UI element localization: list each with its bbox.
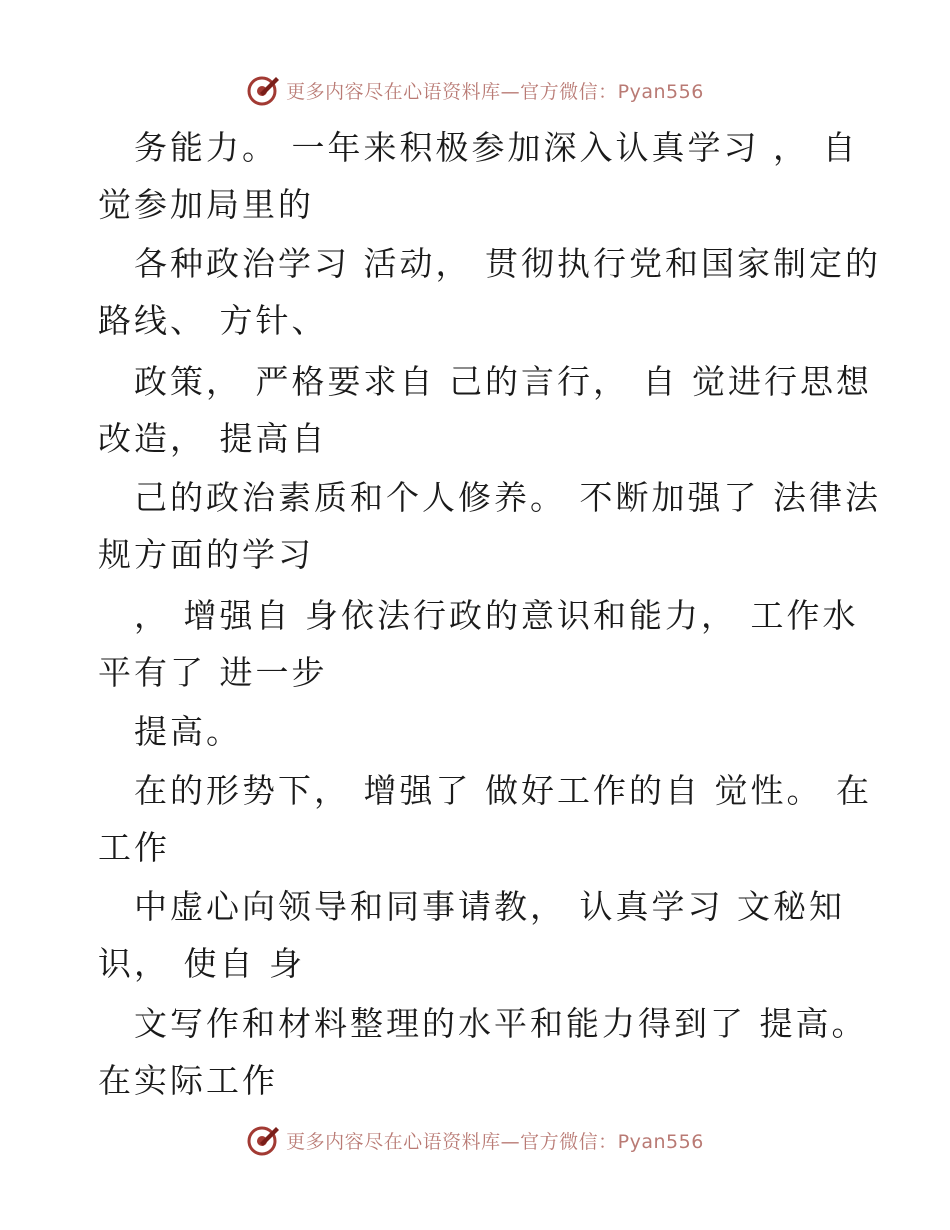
watermark-text: 更多内容尽在心语资料库—官方微信：Pyan556	[286, 1130, 704, 1153]
text-line: 己的政治素质和个人修养。 不断加强了 法律法	[134, 478, 881, 517]
watermark-text: 更多内容尽在心语资料库—官方微信：Pyan556	[286, 80, 704, 103]
header-watermark	[0, 70, 950, 110]
text-line: 觉参加局里的	[98, 185, 314, 224]
text-line: 各种政治学习 活动， 贯彻执行党和国家制定的	[134, 244, 881, 283]
text-line: 工作	[98, 828, 170, 867]
text-line: 规方面的学习	[98, 535, 314, 574]
text-line: 在的形势下， 增强了 做好工作的自 觉性。 在	[134, 771, 872, 810]
text-line: 中虚心向领导和同事请教， 认真学习 文秘知	[134, 887, 845, 926]
text-line: 路线、 方针、	[98, 301, 328, 340]
text-line: 平有了 进一步	[98, 653, 328, 692]
text-line: 在实际工作	[98, 1061, 278, 1100]
text-line: 识， 使自 身	[98, 944, 305, 983]
text-line: 文写作和材料整理的水平和能力得到了 提高。	[134, 1004, 868, 1043]
seal-pen-icon	[246, 1123, 280, 1157]
text-line: ， 增强自 身依法行政的意识和能力， 工作水	[134, 596, 859, 635]
footer-watermark	[0, 1120, 950, 1160]
text-line: 务能力。 一年来积极参加深入认真学习 ， 自	[134, 128, 859, 167]
seal-pen-icon	[246, 73, 280, 107]
text-line: 提高。	[134, 712, 242, 751]
text-line: 改造， 提高自	[98, 419, 328, 458]
text-line: 政策， 严格要求自 己的言行， 自 觉进行思想	[134, 362, 872, 401]
